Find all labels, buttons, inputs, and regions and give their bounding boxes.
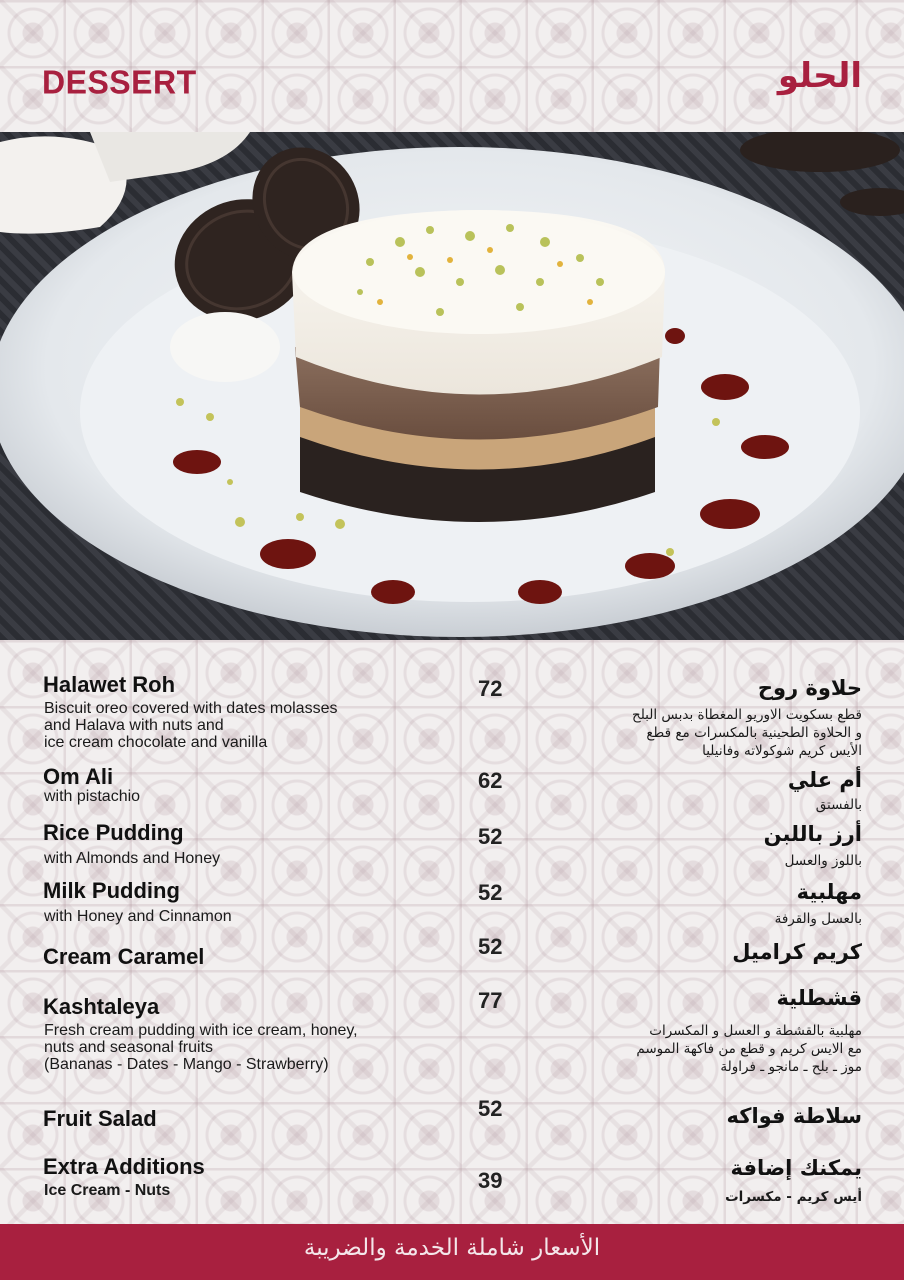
- item-description-arabic: قطع بسكويت الاوريو المغطاة بدبس البلح و الحلاوة الطحينية بالمكسرات مع قطع الأيس كريم شوكولاته وفانيليا: [631, 707, 862, 759]
- item-name-english: Kashtaleya: [43, 994, 160, 1019]
- item-name-arabic: مهلبية: [796, 880, 862, 904]
- item-name-arabic: أرز باللبن: [763, 822, 862, 846]
- item-description-arabic: أيس كريم - مكسرات: [725, 1189, 862, 1205]
- item-name-english: Halawet Roh: [43, 672, 176, 697]
- item-name-arabic: سلاطة فواكه: [726, 1104, 862, 1128]
- item-name-english: Milk Pudding: [43, 878, 180, 903]
- item-description-arabic: باللوز والعسل: [784, 853, 862, 869]
- item-description-english: with pistachio: [44, 788, 141, 805]
- item-name-arabic: قشطلية: [776, 986, 862, 1010]
- item-name-arabic: حلاوة روح: [757, 676, 862, 700]
- item-name-english: Extra Additions: [43, 1154, 205, 1179]
- item-name-english: Rice Pudding: [43, 820, 184, 845]
- item-name-arabic: يمكنك إضافة: [730, 1156, 862, 1180]
- section-title-english: DESSERT: [42, 63, 197, 101]
- item-price: 52: [478, 824, 503, 849]
- item-name-arabic: أم علي: [787, 768, 862, 792]
- footer-banner: [0, 1224, 904, 1280]
- item-price: 62: [478, 768, 503, 793]
- dessert-plate-photo: [0, 132, 904, 640]
- item-price: 52: [478, 880, 503, 905]
- item-description-english: Fresh cream pudding with ice cream, honey, nuts and seasonal fruits (Bananas - Dates - Mango - Strawberry): [44, 1022, 358, 1073]
- item-name-arabic: كريم كراميل: [732, 940, 862, 964]
- cookie-background: [740, 132, 900, 172]
- item-price: 52: [478, 934, 503, 959]
- item-price: 39: [478, 1168, 503, 1193]
- menu-list: [0, 640, 904, 1224]
- item-description-arabic: بالعسل والقرفة: [774, 911, 862, 927]
- item-description-arabic: مهلبية بالقشطة و العسل و المكسرات مع الايس كريم و قطع من فاكهة الموسم موز ـ بلح ـ مانجو ـ فراولة: [636, 1023, 862, 1075]
- item-name-english: Cream Caramel: [43, 944, 205, 969]
- item-description-english: Ice Cream - Nuts: [44, 1182, 171, 1199]
- section-title-arabic: الحلو: [777, 56, 862, 96]
- dessert-illustration: [0, 132, 904, 640]
- prices-inclusive-note: الأسعار شاملة الخدمة والضريبة: [303, 1235, 601, 1261]
- item-price: 77: [478, 988, 503, 1013]
- item-description-english: with Honey and Cinnamon: [44, 908, 232, 925]
- item-description-english: with Almonds and Honey: [44, 850, 221, 867]
- menu-header: [0, 0, 904, 132]
- item-price: 52: [478, 1096, 503, 1121]
- item-description-arabic: بالفستق: [815, 797, 862, 813]
- whipped-cream: [170, 312, 280, 382]
- item-name-english: Fruit Salad: [43, 1106, 157, 1131]
- item-name-english: Om Ali: [43, 764, 114, 789]
- item-price: 72: [478, 676, 503, 701]
- item-description-english: Biscuit oreo covered with dates molasses and Halava with nuts and ice cream chocolate and vanilla: [44, 700, 338, 751]
